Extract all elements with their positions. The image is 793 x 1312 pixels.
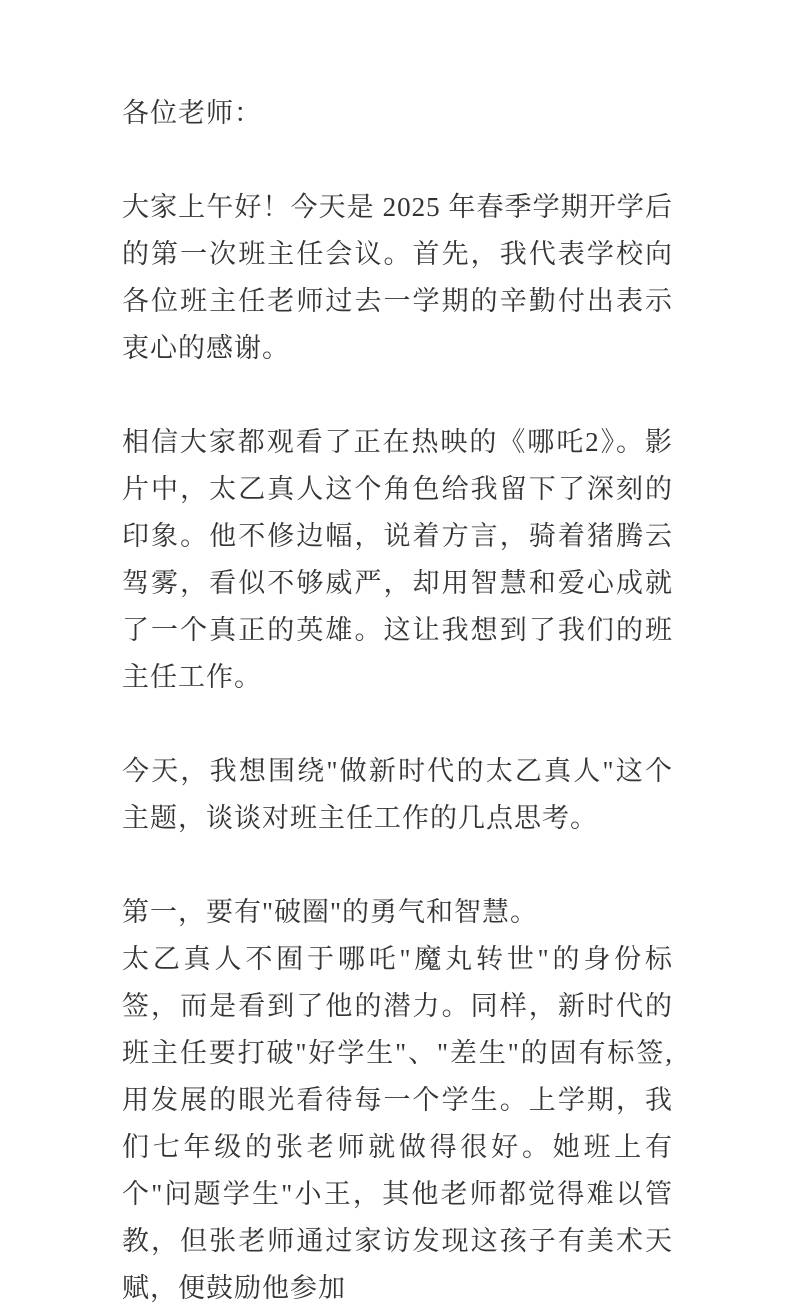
paragraph-first-point-body: 太乙真人不囿于哪吒"魔丸转世"的身份标签，而是看到了他的潜力。同样，新时代的班主任要打破"好学生"、"差生"的固有标签,用发展的眼光看待每一个学生。上学期，我们七年级的张老师就做得很好。她班上有个"问题学生"小王，其他老师都觉得难以管教，但张老师通过家访发现这孩子有美术天赋，便鼓励他参加 <box>122 944 673 1303</box>
paragraph-greeting: 大家上午好！今天是 2025 年春季学期开学后的第一次班主任会议。首先，我代表学校向各位班主任老师过去一学期的辛勤付出表示衷心的感谢。 <box>122 192 673 363</box>
salutation: 各位老师： <box>122 98 262 128</box>
paragraph-nezha-intro: 相信大家都观看了正在热映的《哪吒2》。影片中，太乙真人这个角色给我留下了深刻的印象。他不修边幅，说着方言，骑着猪腾云驾雾，看似不够威严，却用智慧和爱心成就了一个真正的英雄。这让我想到了我们的班主任工作。 <box>122 427 673 692</box>
paragraph-theme: 今天，我想围绕"做新时代的太乙真人"这个主题，谈谈对班主任工作的几点思考。 <box>122 756 673 833</box>
section-heading-first-point: 第一，要有"破圈"的勇气和智慧。 <box>122 897 539 927</box>
